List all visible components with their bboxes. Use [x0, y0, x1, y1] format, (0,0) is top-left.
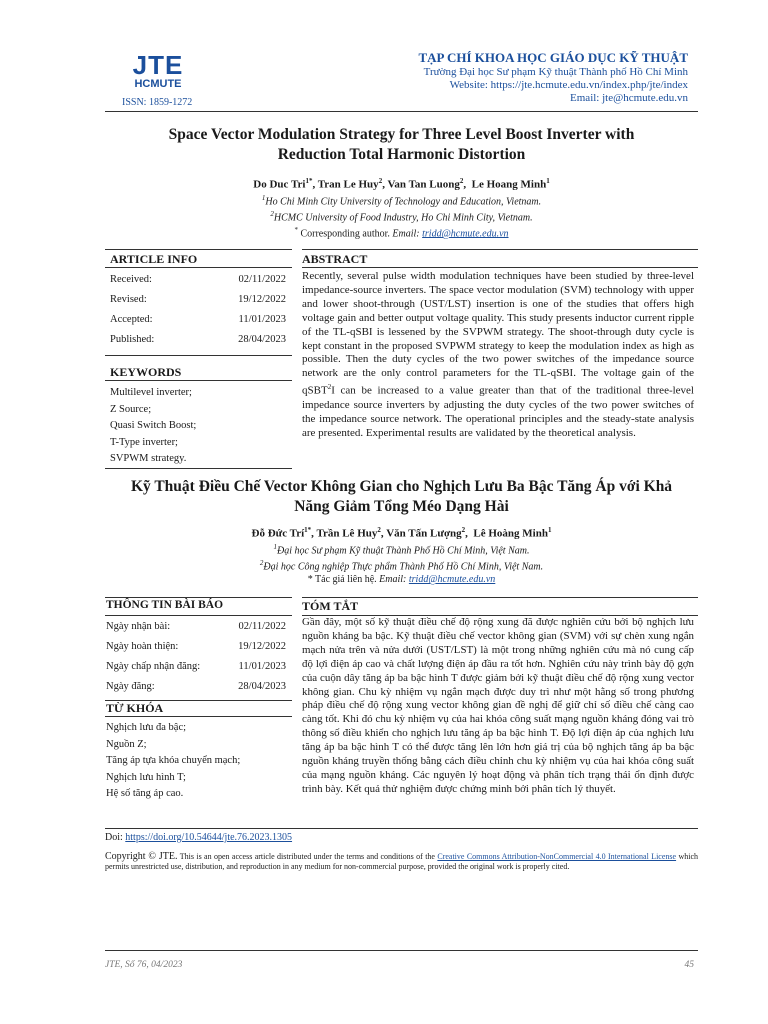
keywords-head-rule — [105, 380, 292, 381]
affiliation-2: $^2$Đại học Công nghiệp Thực phẩm Thành Phố Hồ Chí Minh, Việt Nam. — [259, 559, 544, 573]
corr-email-link[interactable]: tridd@hcmute.edu.vn — [408, 574, 496, 585]
abstract-top-rule — [302, 249, 698, 250]
info-head-rule — [105, 267, 292, 268]
keyword: T-Type inverter; — [110, 436, 178, 448]
doi-link[interactable]: https://doi.org/10.54644/jte.76.2023.1305 — [125, 832, 293, 843]
page-number: 45 — [684, 960, 694, 970]
corr-email-link[interactable]: tridd@hcmute.edu.vn — [422, 228, 509, 240]
info-row-revised: Ngày hoàn thiện: 19/12/2022 — [106, 641, 286, 652]
abstract-top-rule — [302, 597, 698, 598]
keywords-heading: KEYWORDS — [110, 365, 182, 379]
affiliations-vi — [105, 541, 698, 574]
title-line-1: Kỹ Thuật Điều Chế Vector Không Gian cho Nghịch Lưu Ba Bậc Tăng Áp với Khả — [130, 478, 673, 495]
doi-top-rule — [105, 828, 698, 829]
keyword: Nghịch lưu đa bậc; — [106, 722, 187, 733]
license-link[interactable]: Creative Commons Attribution-NonCommercial 4.0 International License — [437, 852, 677, 861]
keyword: Tăng áp tựa khóa chuyển mạch; — [106, 755, 241, 766]
abstract-head-rule — [302, 267, 698, 268]
info-head-rule — [105, 615, 292, 616]
info-row-published: Ngày đăng: 28/04/2023 — [106, 681, 286, 692]
keywords-top-rule — [105, 355, 292, 356]
info-row-received: Ngày nhận bài: 02/11/2022 — [106, 621, 286, 632]
info-bottom-rule — [105, 468, 292, 469]
journal-website[interactable]: Website: https://jte.hcmute.edu.vn/index.php/jte/index — [449, 79, 688, 91]
article-info-heading-vi: THÔNG TIN BÀI BÁO — [106, 599, 224, 611]
keywords-head-rule — [105, 716, 292, 717]
info-top-rule — [105, 597, 292, 598]
abstract-heading-vi: TÓM TẮT — [302, 599, 359, 613]
affiliation-2: $^2$HCMC University of Food Industry, Ho Chi Minh City, Vietnam. — [270, 210, 533, 224]
keyword: Quasi Switch Boost; — [110, 420, 197, 431]
journal-info — [418, 50, 688, 105]
info-row-accepted: Accepted: 11/01/2023 — [110, 314, 286, 325]
university-name: Trường Đại học Sư phạm Kỹ thuật Thành phố Hồ Chí Minh — [423, 66, 688, 78]
issn: ISSN: 1859-1272 — [122, 97, 193, 108]
affiliations-en — [105, 192, 698, 225]
title-line-2: Reduction Total Harmonic Distortion — [277, 146, 526, 163]
keyword: SVPWM strategy. — [110, 453, 187, 464]
info-row-published: Published: 28/04/2023 — [110, 334, 286, 345]
copyright-notice: Copyright © JTE. This is an open access article distributed under the terms and conditions of the Creative Commons Attribution-NonCommercial 4.0 International License which permits unrestricted use, distribution, and reproduction in any medium for non-commercial purpose, provided the original work is properly cited. — [105, 851, 699, 871]
paper-title-en — [105, 125, 698, 165]
keyword: Nghịch lưu hình T; — [106, 771, 186, 783]
affiliation-1: $^1$Đại học Sư phạm Kỹ thuật Thành Phố Hồ Chí Minh, Việt Nam. — [273, 543, 530, 557]
footer-journal-issue: JTE, Số 76, 04/2023 — [105, 960, 183, 970]
keyword: Nguồn Z; — [106, 738, 147, 750]
journal-logo — [112, 52, 204, 90]
affiliation-1: $^1$Ho Chi Minh City University of Technology and Education, Vietnam. — [261, 194, 542, 208]
title-line-1: Space Vector Modulation Strategy for Three Level Boost Inverter with — [168, 126, 635, 143]
info-row-accepted: Ngày chấp nhận đăng: 11/01/2023 — [106, 661, 286, 672]
header-divider — [105, 111, 698, 112]
article-info-heading: ARTICLE INFO — [110, 252, 198, 266]
title-line-2: Năng Giảm Tổng Méo Dạng Hài — [294, 498, 509, 515]
abstract-text-vi: Gần đây, một số kỹ thuật điều chế độ rộng xung đã được nghiên cứu bởi bộ nghịch lưu nguồn kháng ba bậc. Kỹ thuật điều chế vector không gian (SVM) với sự chèn xung ngắn mạch nửa trên và nửa dưới (UST/LST) là một trong những nghiên cứu mà nó cung cấp độ lợi điện áp cao và chất lượng điện áp đầu ra tốt hơn. Nghiên cứu này trình bày độ gợn của cuộn dây tăng áp ba bậc hình T được giảm bởi kỹ thuật điều chế độ rộng xung vector không gian. Chu kỳ nhiệm vụ ngắn mạch được duy trì như một hằng số trong phương pháp điều chế độ rộng xung vector không gian đề nghị để giữ chỉ số điều chế càng cao càng tốt. Khi đó chu kỳ nhiệm vụ của hai khóa công suất mạng nguồn kháng đóng vai trò thông số điều khiển cho nghịch lưu tăng áp ba bậc hình T. Độ lợi điện áp của nghịch lưu tăng áp ba bậc hình T có thể được tăng lên lớn hơn giá trị của bộ nghịch tăng áp ba bậc nguồn kháng truyền thống bằng cách điều chỉnh chu kỳ nhiệm vụ của hai khóa công suất của mạng nguồn kháng. Các nguyên lý hoạt động và phân tích trạng thái ổn định được trình bày. Kết quả thử nghiệm được chứng minh bởi phân tích lý thuyết. — [302, 616, 694, 795]
logo-text: JTE — [132, 50, 184, 80]
logo-sub: HCMUTE — [134, 78, 182, 90]
authors-en: Do Duc Tri$^{1*}$, Tran Le Huy$^2$, Van Tan Luong$^2$, Le Hoang Minh$^1$ — [253, 177, 550, 191]
journal-email[interactable]: Email: jte@hcmute.edu.vn — [570, 92, 688, 104]
abstract-heading: ABSTRACT — [302, 252, 368, 266]
authors-vi: Đỗ Đức Trí$^{1*}$, Trần Lê Huy$^2$, Văn Tấn Lượng$^2$, Lê Hoàng Minh$^1$ — [251, 526, 552, 540]
info-row-received: Received: 02/11/2022 — [110, 274, 286, 285]
info-top-rule — [105, 249, 292, 250]
keyword: Multilevel inverter; — [110, 387, 192, 398]
keywords-list-en — [110, 385, 196, 468]
journal-name: TẠP CHÍ KHOA HỌC GIÁO DỤC KỸ THUẬT — [418, 50, 688, 65]
keyword: Hệ số tăng áp cao. — [106, 788, 184, 799]
paper-title-vi — [105, 477, 698, 517]
keywords-heading-vi: TỪ KHÓA — [106, 701, 164, 715]
corresponding-author-vi: * Tác giả liên hệ. Email: tridd@hcmute.edu.vn — [307, 574, 496, 585]
info-row-revised: Revised: 19/12/2022 — [110, 294, 286, 305]
corresponding-author-en: * Corresponding author. Email: tridd@hcmute.edu.vn — [294, 226, 509, 240]
keyword: Z Source; — [110, 403, 152, 415]
footer-rule — [105, 950, 698, 951]
keywords-list-vi — [106, 720, 240, 803]
abstract-text-en: Recently, several pulse width modulation techniques have been studied by three-level impedance-source inverters. The space vector modulation (SVM) technology with upper and lower shoot-through (UST/LST) insertion is one of the studies that offers high voltage gain and better output voltage quality. This study presents inductor current ripple of the TL-qSBI is lessened by the SVPWM strategy. The shoot-through duty cycle is kept constant in the proposed SVPWM strategy to keep the modulation index as high as possible. Then the duty cycles of the two power switches of the impedance source network are the only control parameters for the TL-qSBI. The voltage gain of the qSBT$^2$I can be increased to a value greater than that of the traditional three-level impedance source inverters by adjusting the duty cycles of the two power switches of the impedance source network. The operational principles and the steady-state analysis are presented. Experimental results are validated by the theoretical analysis. — [302, 270, 694, 439]
doi: Doi: https://doi.org/10.54644/jte.76.2023.1305 — [105, 832, 293, 843]
